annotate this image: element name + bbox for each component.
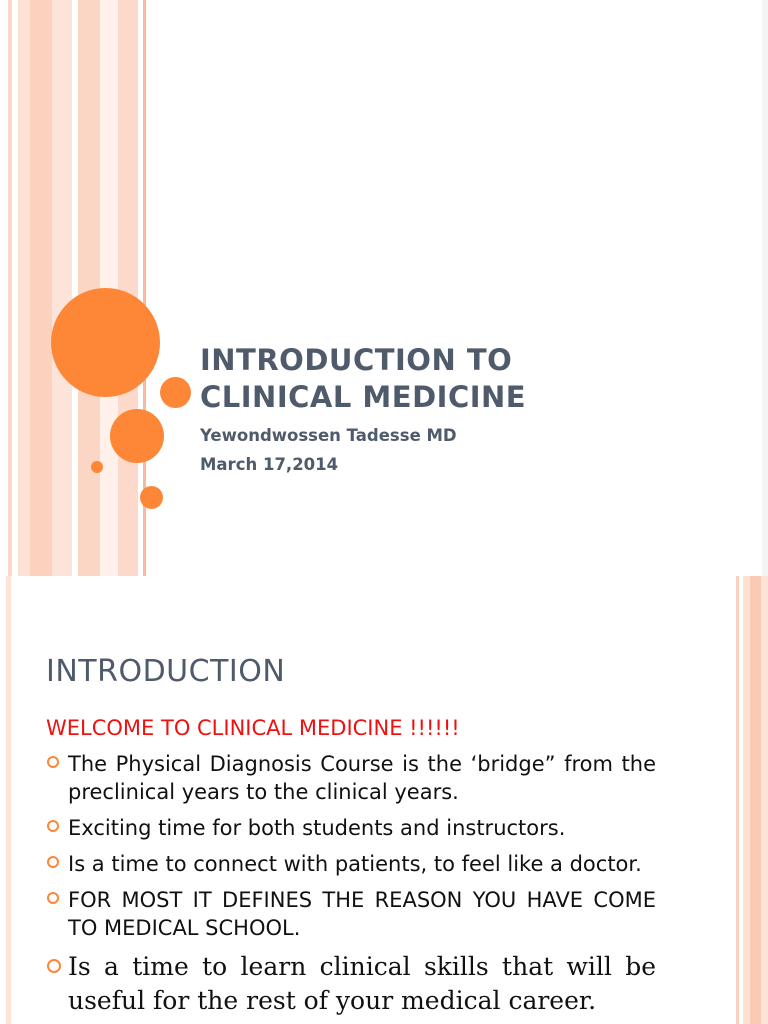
presentation-date: March 17,2014 — [200, 455, 339, 474]
bullet-list — [46, 750, 656, 1024]
list-item — [46, 886, 656, 942]
bullet-ring-icon — [47, 856, 59, 868]
slide-title — [200, 342, 740, 416]
author-name: Yewondwossen Tadesse MD — [200, 426, 457, 445]
decorative-stripes — [0, 0, 148, 576]
list-item — [46, 950, 656, 1018]
decorative-stripes-left — [0, 576, 14, 1024]
bullet-ring-icon — [47, 959, 61, 973]
decorative-circle-small — [160, 377, 191, 408]
decorative-stripes-right — [734, 576, 768, 1024]
decorative-circle-tiny — [91, 461, 103, 473]
welcome-text: WELCOME TO CLINICAL MEDICINE !!!!!! — [46, 716, 460, 740]
slide-edge — [762, 0, 768, 576]
bullet-text: Is a time to learn clinical skills that will be useful for the rest of your medical career. — [68, 952, 656, 1015]
bullet-ring-icon — [47, 820, 59, 832]
list-item — [46, 850, 656, 878]
decorative-circle-small — [140, 486, 163, 509]
list-item — [46, 814, 656, 842]
bullet-ring-icon — [47, 892, 59, 904]
content-slide — [0, 576, 768, 1024]
title-line-2: CLINICAL MEDICINE — [200, 380, 527, 414]
bullet-text: Is a time to connect with patients, to feel like a doctor. — [68, 852, 642, 876]
bullet-ring-icon — [47, 756, 59, 768]
list-item — [46, 750, 656, 806]
decorative-circle-large — [51, 288, 160, 397]
bullet-text: The Physical Diagnosis Course is the ‘bridge” from the preclinical years to the clinical years. — [68, 752, 656, 804]
decorative-circle-medium — [110, 409, 164, 463]
bullet-text: Exciting time for both students and instructors. — [68, 816, 566, 840]
bullet-text: FOR MOST IT DEFINES THE REASON YOU HAVE COME TO MEDICAL SCHOOL. — [68, 888, 656, 940]
slide-heading: INTRODUCTION — [46, 654, 286, 689]
title-line-1: INTRODUCTION TO — [200, 343, 513, 377]
